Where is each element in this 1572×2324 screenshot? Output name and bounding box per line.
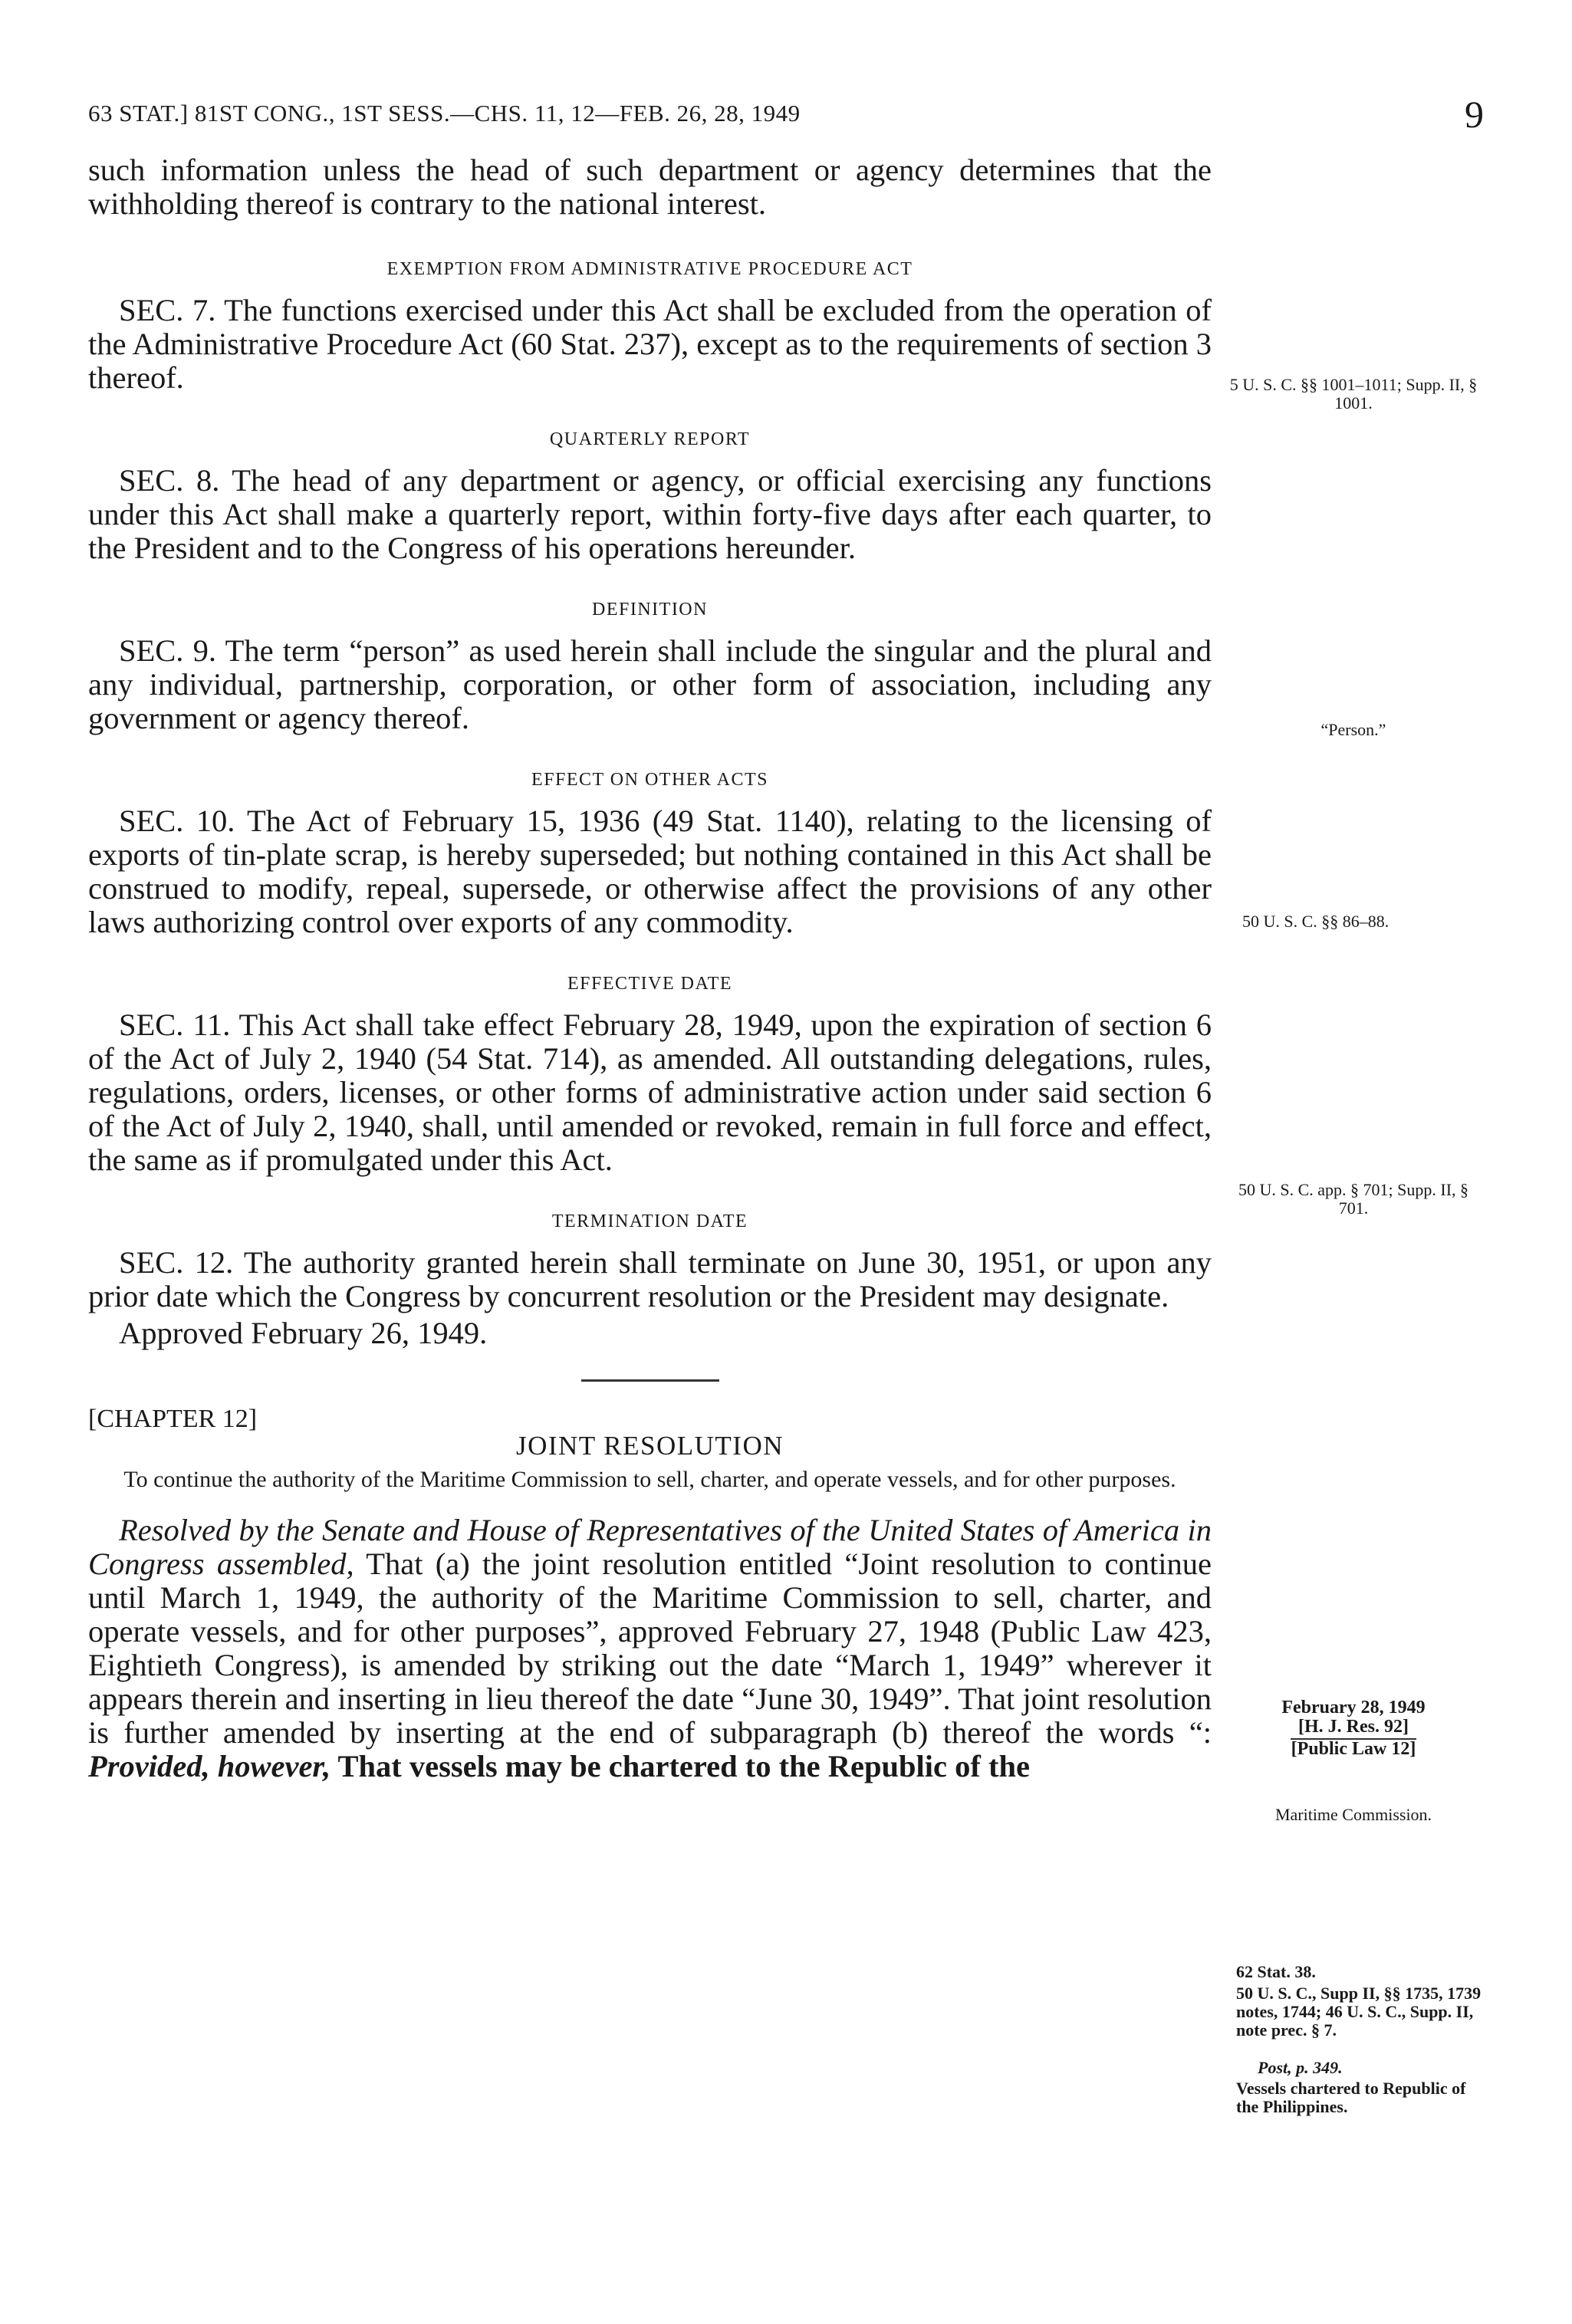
chapter-block (88, 1405, 1212, 1492)
divider-rule (581, 1379, 719, 1382)
section-text: The Act of February 15, 1936 (49 Stat. 1140), relating to the licensing of exports of tin-plate scrap, is hereby superseded; but nothing contained in this Act shall be construed to modify, repeal, supersede, or otherwise affect the provisions of any other laws authorizing control over exports of any commodity. (88, 804, 1212, 939)
margin-note-cite-2: 50 U. S. C., Supp II, §§ 1735, 1739 notes, 1744; 46 U. S. C., Supp. II, note prec. § 7. (1236, 1984, 1482, 2040)
section-label: SEC. 10. (119, 804, 235, 838)
section-label: SEC. 11. (119, 1008, 231, 1042)
margin-note-person: “Person.” (1320, 720, 1386, 739)
section-text: The term “person” as used herein shall include the singular and the plural and any individual, partnership, corporation, or other form of association, including any government or agency thereof. (88, 633, 1212, 735)
section-11 (88, 1008, 1212, 1177)
page-number: 9 (1465, 93, 1484, 136)
margin-note-cite-3: Post, p. 349. (1258, 2058, 1343, 2077)
enacting-clause: Resolved by the Senate and House of Representatives of the United States of America in Congress assembled, (88, 1513, 1212, 1581)
margin-note-sec7: 5 U. S. C. §§ 1001–1011; Supp. II, § 1001. (1229, 375, 1478, 413)
intro-paragraph: such information unless the head of such department or agency determines that the withholding thereof is contrary to the national interest. (88, 153, 1212, 221)
section-label: SEC. 12. (119, 1245, 234, 1280)
section-heading: EXEMPTION FROM ADMINISTRATIVE PROCEDURE ACT (386, 259, 913, 279)
public-law-number: [Public Law 12] (1291, 1739, 1416, 1759)
header-citation: 63 STAT.] 81ST CONG., 1ST SESS.—CHS. 11, 12—FEB. 26, 28, 1949 (88, 100, 801, 127)
section-heading: TERMINATION DATE (551, 1211, 748, 1231)
joint-resolution-body (88, 1514, 1212, 1783)
section-text: The head of any department or agency, or official exercising any functions under this Act shall make a quarterly report, within forty-five days after each quarter, to the President and to the Congress of his operations hereunder. (88, 463, 1212, 565)
chapter-label: [CHAPTER 12] (88, 1405, 258, 1433)
section-divider (88, 1379, 1212, 1382)
joint-resolution-title: JOINT RESOLUTION (515, 1431, 784, 1461)
section-10 (88, 804, 1212, 939)
section-7 (88, 294, 1212, 395)
resolution-text-end: That vessels may be chartered to the Republic of the (331, 1749, 1031, 1783)
margin-note-cite-4: Vessels chartered to Republic of the Philippines. (1236, 2079, 1466, 2116)
joint-resolution-subtitle: To continue the authority of the Maritime Commission to sell, charter, and operate vessels, and for other purposes. (123, 1467, 1176, 1492)
section-heading: EFFECT ON OTHER ACTS (531, 770, 768, 790)
law-date: February 28, 1949 (1281, 1698, 1426, 1718)
margin-note-maritime: Maritime Commission. (1274, 1805, 1432, 1824)
section-label: SEC. 9. (119, 633, 217, 668)
section-label: SEC. 7. (119, 293, 216, 327)
section-12 (88, 1246, 1212, 1313)
section-heading: QUARTERLY REPORT (549, 429, 751, 449)
main-column (88, 153, 1212, 1783)
running-header (88, 92, 1484, 138)
law-resolution: [H. J. Res. 92] (1291, 1718, 1416, 1740)
section-8 (88, 464, 1212, 565)
public-law-box (1227, 1698, 1480, 1759)
margin-note-sec10: 50 U. S. C. §§ 86–88. (1242, 912, 1389, 931)
margin-note-cite-1: 62 Stat. 38. (1236, 1962, 1316, 1981)
margin-note-sec11: 50 U. S. C. app. § 701; Supp. II, § 701. (1238, 1180, 1469, 1218)
approval-line: Approved February 26, 1949. (119, 1316, 488, 1350)
section-text: The functions exercised under this Act shall be excluded from the operation of the Administrative Procedure Act (60 Stat. 237), except as to the requirements of section 3 thereof. (88, 293, 1212, 395)
resolution-text: That (a) the joint resolution entitled “Joint resolution to continue until March 1, 1949, the authority of the Maritime Commission to sell, charter, and operate vessels, and for other purposes”, approved February 27, 1948 (Public Law 423, Eightieth Congress), is amended by striking out the date “March 1, 1949” wherever it appears therein and inserting in lieu thereof the date “June 30, 1949”. That joint resolution is further amended by inserting at the end of subparagraph (b) thereof the words “: (88, 1547, 1212, 1750)
section-heading: DEFINITION (592, 600, 708, 620)
section-heading: EFFECTIVE DATE (567, 974, 732, 994)
proviso: Provided, however, (88, 1749, 331, 1783)
section-text: This Act shall take effect February 28, 1949, upon the expiration of section 6 of the Act of July 2, 1940 (54 Stat. 714), as amended. All outstanding delegations, rules, regulations, orders, licenses, or other forms of administrative action under said section 6 of the Act of July 2, 1940, shall, until amended or revoked, remain in full force and effect, the same as if promulgated under this Act. (88, 1008, 1212, 1177)
section-text: The authority granted herein shall terminate on June 30, 1951, or upon any prior date which the Congress by concurrent resolution or the President may designate. (88, 1245, 1212, 1313)
section-9 (88, 634, 1212, 735)
section-label: SEC. 8. (119, 463, 220, 498)
